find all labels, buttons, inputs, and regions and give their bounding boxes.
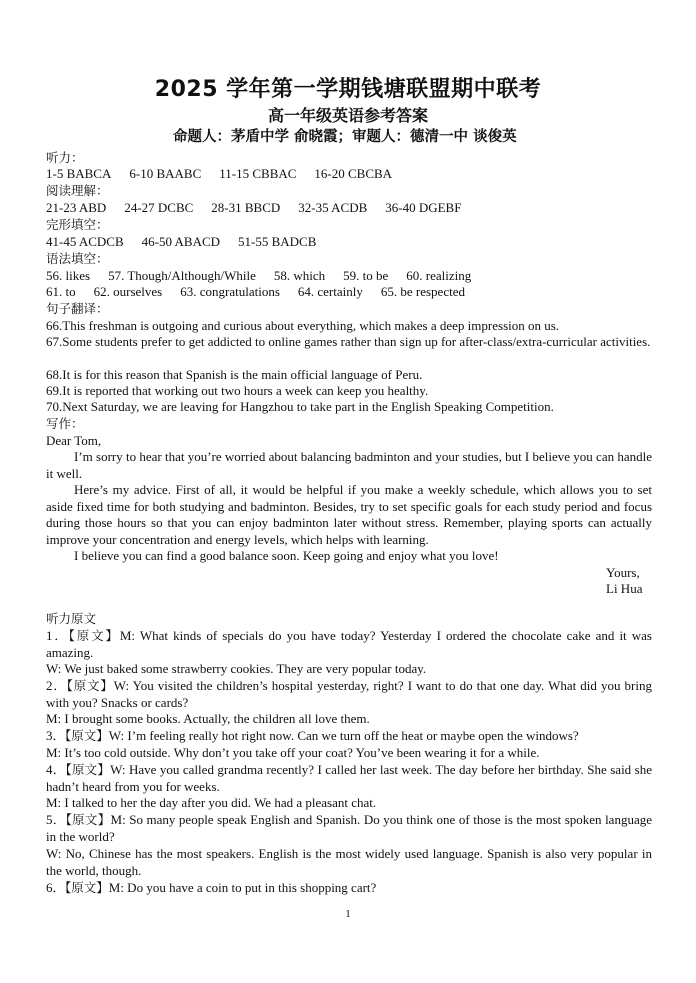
translation-item: 68.It is for this reason that Spanish is the main official language of Peru. [46, 367, 423, 382]
transcript-number: 2 [46, 678, 53, 693]
answer-group: 24-27 DCBC [124, 200, 194, 215]
section-label-listening: 听力： [46, 150, 84, 165]
letter-paragraph: I’m sorry to hear that you’re worried about balancing badminton and your studies, but I believe you can handle it well. [46, 449, 652, 481]
section-label-translation: 句子翻译： [46, 301, 109, 316]
answer-item: 61. to [46, 284, 76, 299]
answer-item: 58. which [273, 268, 326, 283]
transcript-line: W: I’m feeling really hot right now. Can we turn off the heat or maybe open the windows? [108, 728, 579, 743]
answer-item: 65. be respected [380, 284, 465, 299]
transcript-item [46, 678, 652, 711]
answer-item: 64. certainly [297, 284, 363, 299]
transcript-item [46, 728, 652, 745]
transcript-line: W: We just baked some strawberry cookies. They are very popular today. [46, 661, 427, 676]
answer-group: 11-15 CBBAC [219, 166, 297, 181]
answer-group: 1-5 BABCA [46, 166, 112, 181]
page-number: 1 [345, 908, 351, 920]
letter-closing: Yours, [606, 565, 640, 580]
answers-grammar-row1 [46, 268, 489, 284]
transcript-number: 4 [46, 762, 53, 777]
transcript-line: M: So many people speak English and Spanish. Do you think one of those is the most spoken language in the world? [46, 812, 652, 844]
page-subtitle: 高一年级英语参考答案 [267, 106, 428, 125]
transcript-number: 3 [46, 728, 53, 743]
answers-grammar-row2 [46, 284, 483, 300]
section-label-transcript: 听力原文 [46, 611, 97, 626]
transcript-number: 1 [46, 628, 53, 643]
transcript-tag: ．【原文】 [52, 628, 120, 643]
answer-group: 16-20 CBCBA [314, 166, 393, 181]
letter-greeting: Dear Tom, [46, 433, 102, 448]
section-label-writing: 写作： [46, 416, 84, 431]
translation-item: 70.Next Saturday, we are leaving for Hangzhou to take part in the English Speaking Competition. [46, 399, 554, 414]
letter-signature: Li Hua [606, 581, 643, 596]
letter-paragraph: Here’s my advice. First of all, it would be helpful if you make a weekly schedule, which allows you to set aside fixed time for both studying and badminton. Besides, try to set specific goals for each study period and focus during those hours so that you can enjoy badminton later without stress. Remember, playing sports can actually improve your concentration and energy levels, which helps with learning. [46, 482, 652, 547]
section-label-reading: 阅读理解： [46, 183, 109, 198]
transcript-tag: ．【原文】 [52, 812, 111, 827]
answer-group: 41-45 ACDCB [46, 234, 124, 249]
transcript-line: M: I talked to her the day after you did. We had a pleasant chat. [46, 795, 377, 810]
authors-line: 命题人：茅盾中学 俞晓霞；审题人：德清一中 谈俊英 [173, 129, 517, 145]
transcript-line: M: I brought some books. Actually, the children all love them. [46, 711, 370, 726]
transcript-tag: ．【原文】 [52, 880, 109, 895]
answer-group: 32-35 ACDB [298, 200, 368, 215]
transcript-number: 5 [46, 812, 53, 827]
transcript-line: W: You visited the children’s hospital yesterday, right? I want to do that one day. What did you bring with you? Snacks or cards? [46, 678, 652, 710]
answers-cloze [46, 234, 334, 250]
translation-item: 67.Some students prefer to get addicted to online games rather than sign up for after-class/extra-curricular activities. [46, 334, 651, 349]
answer-group: 51-55 BADCB [238, 234, 317, 249]
answer-item: 56. likes [46, 268, 91, 283]
transcript-item [46, 812, 652, 845]
answers-reading [46, 200, 479, 216]
transcript-line: M: Do you have a coin to put in this shopping cart? [108, 880, 377, 895]
transcript-line: W: Have you called grandma recently? I called her last week. The day before her birthday. She said she hadn’t heard from you for weeks. [46, 762, 652, 794]
translation-item: 66.This freshman is outgoing and curious about everything, which makes a deep impression on us. [46, 318, 560, 333]
answer-group: 21-23 ABD [46, 200, 107, 215]
translation-item: 69.It is reported that working out two hours a week can keep you healthy. [46, 383, 429, 398]
transcript-line: M: What kinds of specials do you have today? Yesterday I ordered the chocolate cake and it was amazing. [46, 628, 652, 660]
answer-item: 57. Though/Although/While [108, 268, 256, 283]
answer-item: 63. congratulations [180, 284, 280, 299]
transcript-line: W: No, Chinese has the most speakers. English is the most widely used language. Spanish is also very popular in the world, though. [46, 846, 652, 878]
transcript-tag: ．【原文】 [52, 728, 109, 743]
answer-group: 46-50 ABACD [141, 234, 221, 249]
answer-group: 36-40 DGEBF [385, 200, 462, 215]
transcript-number: 6 [46, 880, 53, 895]
answer-group: 28-31 BBCD [211, 200, 281, 215]
transcript-tag: ．【原文】 [52, 762, 111, 777]
section-label-grammar: 语法填空： [46, 251, 109, 266]
answers-listening [46, 166, 410, 182]
transcript-line: M: It’s too cold outside. Why don’t you take off your coat? You’ve been wearing it for a while. [46, 745, 540, 760]
transcript-tag: ．【原文】 [52, 678, 114, 693]
transcript-item [46, 628, 652, 661]
answer-item: 62. ourselves [93, 284, 163, 299]
letter-paragraph: I believe you can find a good balance soon. Keep going and enjoy what you love! [74, 548, 499, 563]
transcript-item [46, 762, 652, 795]
page-title: 2025 学年第一学期钱塘联盟期中联考 [154, 77, 542, 102]
section-label-cloze: 完形填空： [46, 217, 109, 232]
answer-group: 6-10 BAABC [129, 166, 202, 181]
transcript-item [46, 880, 652, 897]
answer-item: 59. to be [343, 268, 389, 283]
answer-item: 60. realizing [406, 268, 472, 283]
